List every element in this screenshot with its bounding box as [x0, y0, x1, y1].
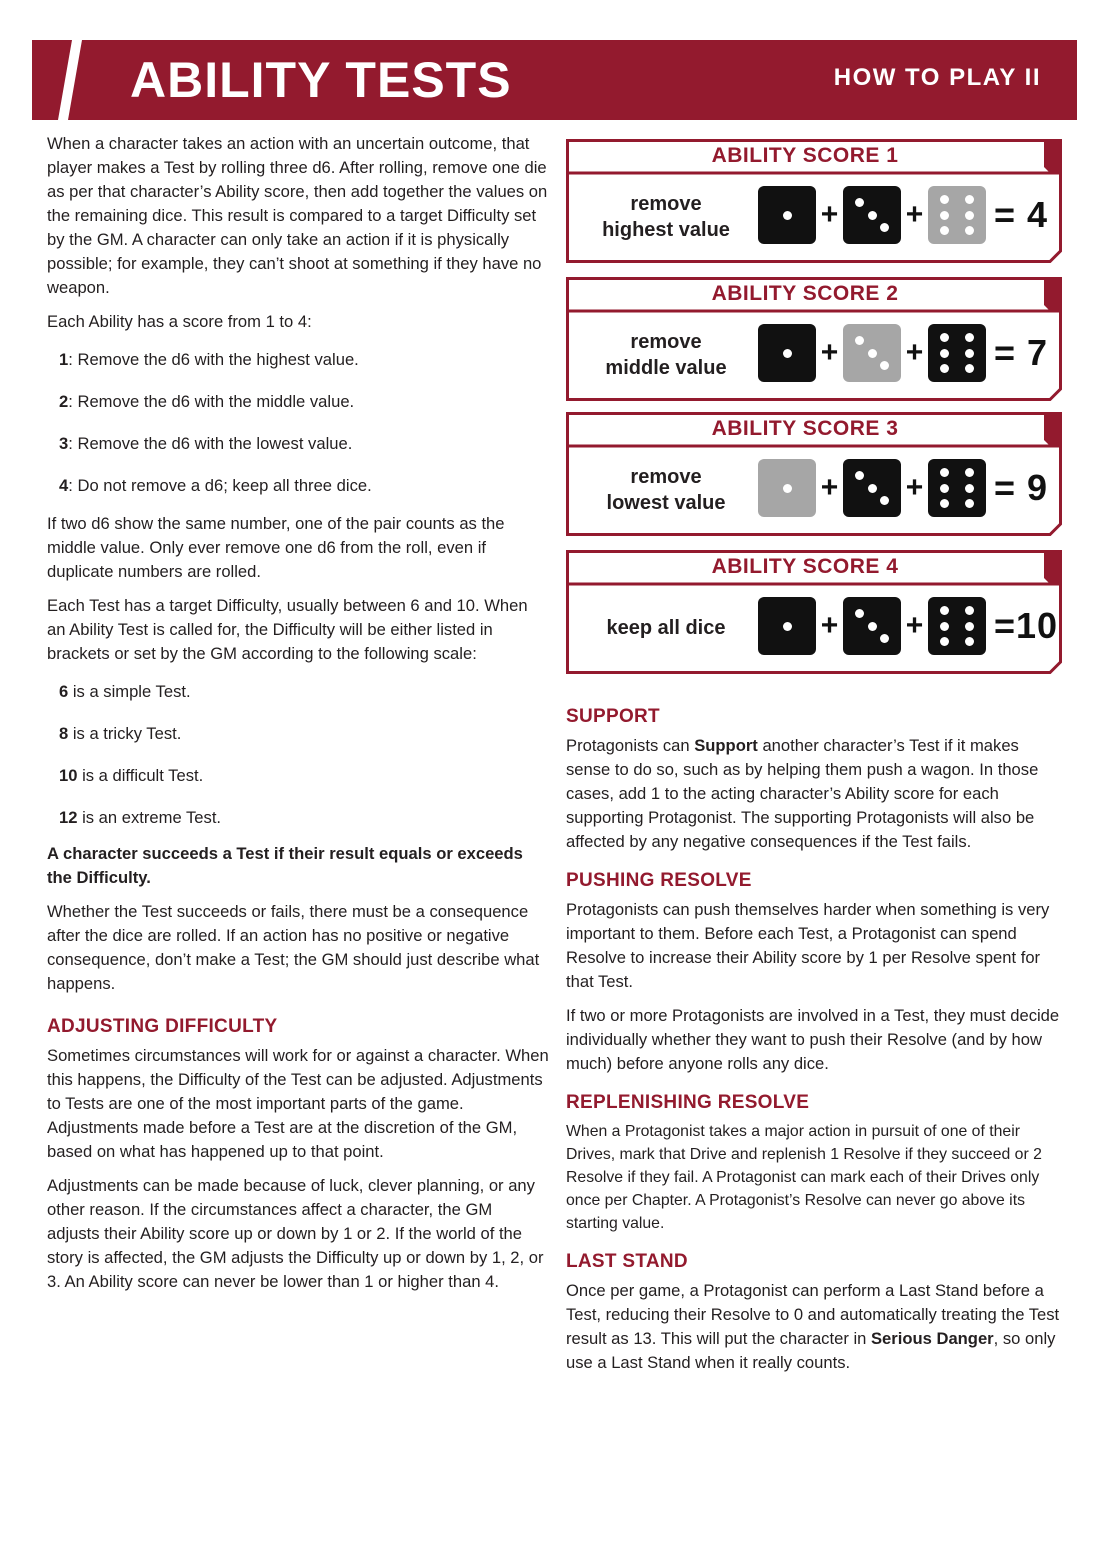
support-heading: SUPPORT	[566, 706, 660, 727]
plus-sign: +	[905, 336, 924, 369]
dice-equation	[758, 323, 1048, 383]
die-pip	[965, 195, 974, 204]
die-pip	[965, 499, 974, 508]
ability-box-title: ABILITY SCORE 3	[711, 417, 899, 440]
die-pip	[855, 609, 864, 618]
die-pip	[940, 364, 949, 373]
die-pip	[965, 484, 974, 493]
pushing-resolve-heading: PUSHING RESOLVE	[566, 870, 752, 891]
die-pip	[783, 211, 792, 220]
die-pip	[965, 226, 974, 235]
difficulty-intro: Each Test has a target Difficulty, usually between 6 and 10. When an Ability Test is called for, the Difficulty will be either listed in brackets or set by the GM according to the following scale:	[47, 596, 528, 663]
plus-sign: +	[820, 336, 839, 369]
die-pip	[880, 496, 889, 505]
ability-box-label: remove middle value	[605, 331, 727, 379]
die-face-6-icon	[928, 459, 986, 517]
last-stand-paragraph: Once per game, a Protagonist can perform a Last Stand before a Test, reducing their Resolve to 0 and automatically treating the Test result as 13. This will put the character in Serious Danger, so only use a Last Stand when it really counts.	[566, 1281, 1060, 1372]
scores-intro: Each Ability has a score from 1 to 4:	[47, 312, 312, 331]
difficulty-item: 8 is a tricky Test.	[59, 724, 182, 743]
die-pip	[940, 226, 949, 235]
die-pip	[940, 195, 949, 204]
dice-result: = 9	[994, 467, 1049, 508]
ability-score-box	[566, 139, 1062, 263]
pair-rule: If two d6 show the same number, one of the pair counts as the middle value. Only ever remove one d6 from the roll, even if duplicate numbers are rolled.	[47, 514, 505, 581]
adjusting-paragraph-2: Adjustments can be made because of luck, clever planning, or any other reason. If the circumstances affect a character, the GM adjusts their Ability score up or down by 1 or 2. If the world of the story is affected, the GM adjusts the Difficulty up or down by 1, 2, or 3. An Ability score can never be lower than 1 or higher than 4.	[47, 1176, 544, 1291]
die-face-1-icon	[758, 186, 816, 244]
die-pip	[868, 349, 877, 358]
die-pip	[965, 637, 974, 646]
page-banner	[32, 40, 1077, 120]
die-face-3-icon	[843, 597, 901, 655]
difficulty-item: 6 is a simple Test.	[59, 682, 191, 701]
banner-slash-decoration	[32, 40, 102, 120]
difficulty-item: 10 is a difficult Test.	[59, 766, 204, 785]
ability-box-label: keep all dice	[606, 617, 726, 639]
score-item: 4: Do not remove a d6; keep all three dice.	[59, 476, 372, 495]
die-pip	[855, 198, 864, 207]
intro-paragraph: When a character takes an action with an uncertain outcome, that player makes a Test by rolling three d6. After rolling, remove one die as per that character’s Ability score, then add together the values on the remaining dice. This result is compared to a target Difficulty set by the GM. A character can only take an action if it is physically possible; for example, they can’t shoot at something if they have no weapon.	[47, 134, 548, 297]
die-pip	[940, 499, 949, 508]
support-paragraph: Protagonists can Support another character’s Test if it makes sense to do so, such as by helping them push a wagon. In those cases, add 1 to the acting character’s Ability score for each supporting Protagonist. The supporting Protagonists will also be affected by any negative consequences if the Test fails.	[566, 736, 1039, 851]
die-pip	[940, 637, 949, 646]
die-pip	[965, 364, 974, 373]
pushing-paragraph-2: If two or more Protagonists are involved in a Test, they must decide individually whether they want to push their Resolve (and by how much) before anyone rolls any dice.	[566, 1006, 1060, 1073]
dice-equation	[758, 458, 1048, 518]
box-corner-notch	[1044, 279, 1061, 312]
replenishing-paragraph: When a Protagonist takes a major action in pursuit of one of their Drives, mark that Drive and replenish 1 Resolve if they succeed or 2 Resolve if they fail. A Protagonist can mark each of their Drives only once per Chapter. A Protagonist’s Resolve can never go above its starting value.	[566, 1123, 1042, 1232]
removed-die-face-1-icon	[758, 459, 816, 517]
success-rule: A character succeeds a Test if their result equals or exceeds the Difficulty.	[47, 844, 523, 887]
die-pip	[868, 622, 877, 631]
box-corner-notch	[1044, 141, 1061, 174]
die-pip	[783, 349, 792, 358]
ability-box-title: ABILITY SCORE 2	[711, 282, 899, 305]
die-pip	[855, 471, 864, 480]
die-pip	[940, 606, 949, 615]
removed-die-face-6-icon	[928, 186, 986, 244]
die-pip	[965, 468, 974, 477]
die-pip	[940, 211, 949, 220]
die-pip	[965, 349, 974, 358]
ability-score-box	[566, 277, 1062, 401]
die-pip	[855, 336, 864, 345]
ability-box-title: ABILITY SCORE 1	[711, 144, 899, 167]
adjusting-difficulty-heading: ADJUSTING DIFFICULTY	[47, 1016, 278, 1037]
die-face-1-icon	[758, 597, 816, 655]
die-face-3-icon	[843, 186, 901, 244]
section-title: HOW TO PLAY II	[833, 64, 1041, 91]
die-pip	[940, 349, 949, 358]
die-pip	[940, 484, 949, 493]
die-pip	[965, 211, 974, 220]
plus-sign: +	[905, 609, 924, 642]
ability-score-box	[566, 412, 1062, 536]
box-corner-notch	[1044, 414, 1061, 447]
die-pip	[940, 333, 949, 342]
die-pip	[940, 622, 949, 631]
box-corner-notch	[1044, 552, 1061, 585]
ability-box-label: remove lowest value	[606, 466, 726, 514]
score-item: 3: Remove the d6 with the lowest value.	[59, 434, 353, 453]
right-column	[566, 700, 1062, 1385]
die-face-1-icon	[758, 324, 816, 382]
plus-sign: +	[820, 471, 839, 504]
die-face-6-icon	[928, 324, 986, 382]
die-face-3-icon	[843, 459, 901, 517]
difficulty-item: 12 is an extreme Test.	[59, 808, 222, 827]
plus-sign: +	[905, 471, 924, 504]
die-face-6-icon	[928, 597, 986, 655]
die-pip	[880, 634, 889, 643]
die-pip	[880, 361, 889, 370]
dice-result: =10	[994, 605, 1059, 646]
die-pip	[965, 333, 974, 342]
plus-sign: +	[820, 198, 839, 231]
adjusting-paragraph-1: Sometimes circumstances will work for or against a character. When this happens, the Difficulty of the Test can be adjusted. Adjustments to Tests are one of the most important parts of the game. Adjustments made before a Test are at the discretion of the GM, based on what has happened up to that point.	[47, 1046, 549, 1161]
dice-equation	[758, 185, 1048, 245]
ability-box-title: ABILITY SCORE 4	[711, 555, 899, 578]
die-pip	[783, 622, 792, 631]
die-pip	[940, 468, 949, 477]
die-pip	[880, 223, 889, 232]
ability-score-box	[566, 550, 1062, 674]
score-item: 1: Remove the d6 with the highest value.	[59, 350, 359, 369]
ability-box-label: remove highest value	[602, 193, 730, 241]
dice-equation	[758, 596, 1058, 656]
left-column	[47, 132, 549, 1304]
die-pip	[965, 606, 974, 615]
die-pip	[783, 484, 792, 493]
consequence-paragraph: Whether the Test succeeds or fails, there must be a consequence after the dice are rolled. If an action has no positive or negative consequence, don’t make a Test; the GM should just describe what happens.	[47, 902, 540, 993]
plus-sign: +	[905, 198, 924, 231]
pushing-paragraph-1: Protagonists can push themselves harder when something is very important to them. Before each Test, a Protagonist can spend Resolve to increase their Ability score by 1 per Resolve spent for that Test.	[566, 900, 1050, 991]
removed-die-face-3-icon	[843, 324, 901, 382]
plus-sign: +	[820, 609, 839, 642]
dice-result: = 7	[994, 332, 1049, 373]
die-pip	[868, 484, 877, 493]
die-pip	[965, 622, 974, 631]
die-pip	[868, 211, 877, 220]
replenishing-resolve-heading: REPLENISHING RESOLVE	[566, 1092, 810, 1113]
page-title: ABILITY TESTS	[130, 52, 512, 108]
last-stand-heading: LAST STAND	[566, 1251, 688, 1272]
dice-result: = 4	[994, 194, 1049, 235]
score-item: 2: Remove the d6 with the middle value.	[59, 392, 355, 411]
